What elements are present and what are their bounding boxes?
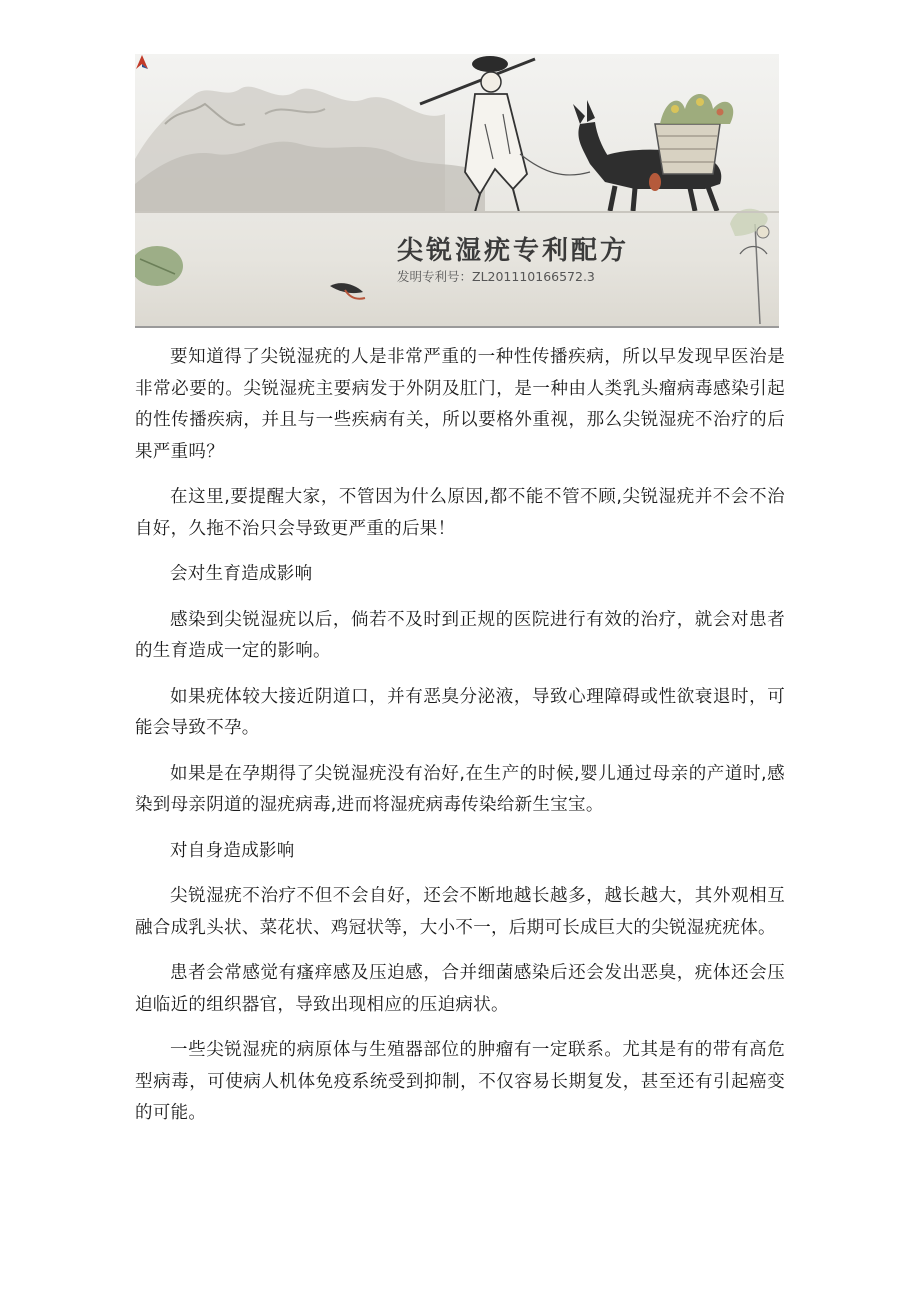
ink-painting-illustration (135, 54, 779, 326)
patent-logo-icon (135, 54, 149, 70)
paragraph-warning: 在这里,要提醒大家，不管因为什么原因,都不能不管不顾,尖锐湿疣并不会不治自好，久拖不治只会导致更严重的后果！ (135, 487, 785, 539)
paragraph-self-1: 尖锐湿疣不治疗不但不会自好，还会不断地越长越多，越长越大，其外观相互融合成乳头状、菜花状、鸡冠状等，大小不一，后期可长成巨大的尖锐湿疣疣体。 (135, 886, 785, 938)
paragraph-fertility-1: 感染到尖锐湿疣以后，倘若不及时到正规的医院进行有效的治疗，就会对患者的生育造成一定的影响。 (135, 609, 785, 661)
article-body (135, 342, 785, 1144)
banner-divider (135, 211, 779, 213)
paragraph-fertility-2: 如果疣体较大接近阴道口，并有恶臭分泌液，导致心理障碍或性欲衰退时，可能会导致不孕。 (135, 686, 785, 738)
banner-title: 尖锐湿疣专利配方 (397, 236, 630, 266)
paragraph-self-2: 患者会常感觉有瘙痒感及压迫感，合并细菌感染后还会发出恶臭，疣体还会压迫临近的组织器官，导致出现相应的压迫病状。 (135, 963, 785, 1015)
paragraph-fertility-3: 如果是在孕期得了尖锐湿疣没有治好,在生产的时候,婴儿通过母亲的产道时,感染到母亲阴道的湿疣病毒,进而将湿疣病毒传染给新生宝宝。 (135, 763, 785, 815)
paragraph-self-3: 一些尖锐湿疣的病原体与生殖器部位的肿瘤有一定联系。尤其是有的带有高危型病毒，可使病人机体免疫系统受到抑制，不仅容易长期复发，甚至还有引起癌变的可能。 (135, 1040, 785, 1123)
patent-number: 发明专利号：ZL201110166572.3 (397, 269, 595, 284)
section-heading-fertility: 会对生育造成影响 (170, 564, 313, 584)
paragraph-intro: 要知道得了尖锐湿疣的人是非常严重的一种性传播疾病，所以早发现早医治是非常必要的。尖锐湿疣主要病发于外阴及肛门，是一种由人类乳头瘤病毒感染引起的性传播疾病，并且与一些疾病有关，所以要格外重视，那么尖锐湿疣不治疗的后果严重吗？ (135, 347, 785, 462)
section-heading-self: 对自身造成影响 (170, 840, 295, 861)
header-banner-image (135, 54, 779, 328)
